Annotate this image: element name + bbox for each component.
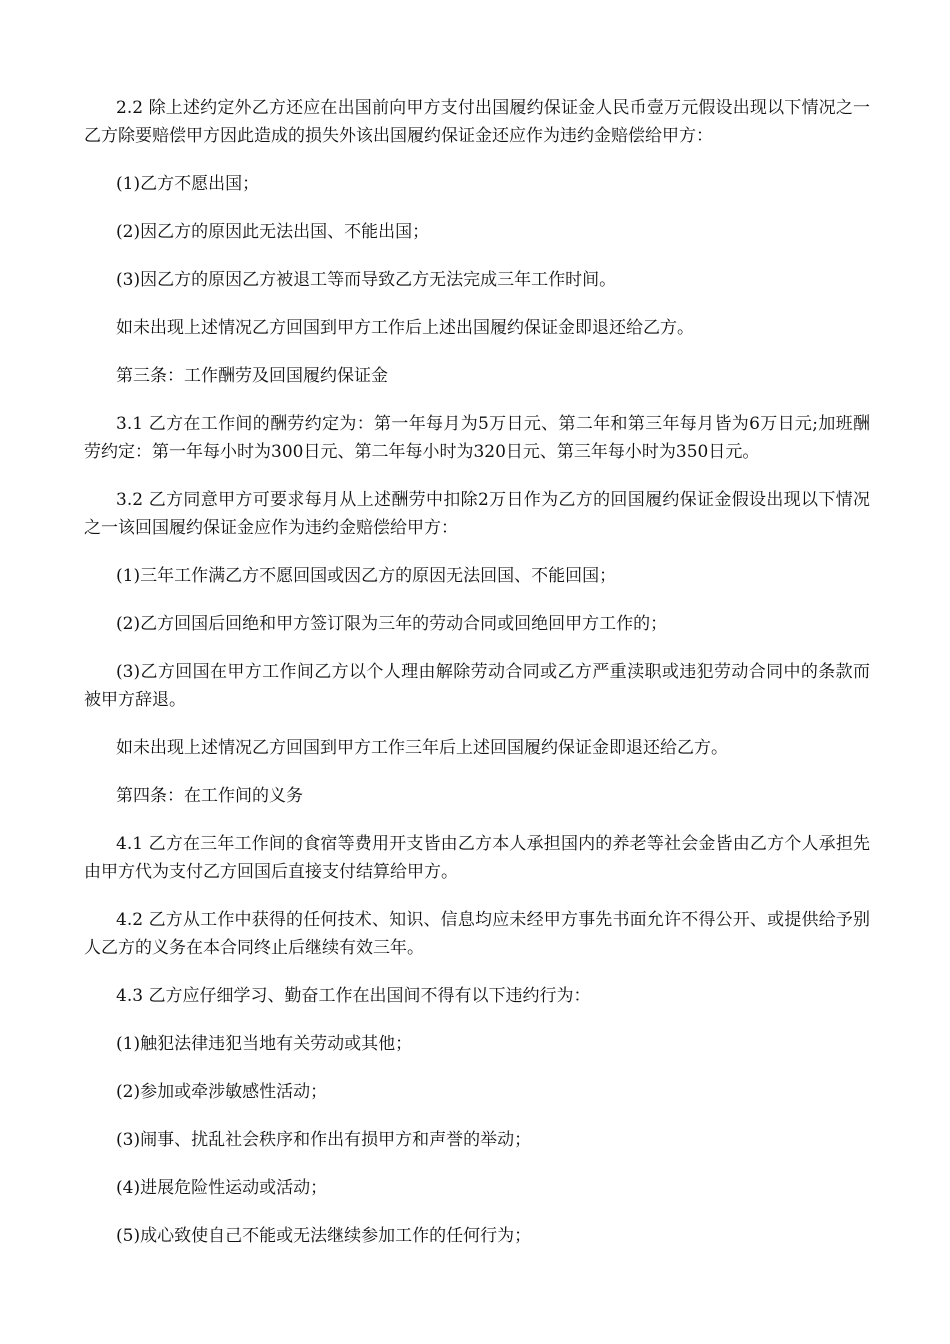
article-3-heading: 第三条：工作酬劳及回国履约保证金 (116, 366, 388, 386)
clause-4-3-item-4: (4)进展危险性运动或活动； (116, 1178, 328, 1198)
clause-3-2-item-2: (2)乙方回国后回绝和甲方签订限为三年的劳动合同或回绝回甲方工作的； (116, 614, 668, 634)
clause-4-3-item-1: (1)触犯法律违犯当地有关劳动或其他； (116, 1034, 413, 1054)
clause-3-1: 3.1 乙方在工作间的酬劳约定为：第一年每月为5万日元、第二年和第三年每月皆为6万日元;加班酬劳约定：第一年每小时为300日元、第二年每小时为320日元、第三年每小时为350日元。 (84, 414, 870, 462)
article-4-heading: 第四条：在工作间的义务 (116, 786, 303, 806)
clause-4-3-item-2: (2)参加或牵涉敏感性活动； (116, 1082, 328, 1102)
clause-4-3-item-5: (5)成心致使自己不能或无法继续参加工作的任何行为； (116, 1226, 532, 1246)
clause-4-3: 4.3 乙方应仔细学习、勤奋工作在出国间不得有以下违约行为： (116, 986, 591, 1006)
clause-3-2-item-1: (1)三年工作满乙方不愿回国或因乙方的原因无法回国、不能回国； (116, 566, 617, 586)
clause-2-2-item-3: (3)因乙方的原因乙方被退工等而导致乙方无法完成三年工作时间。 (116, 270, 617, 290)
clause-3-2-refund: 如未出现上述情况乙方回国到甲方工作三年后上述回国履约保证金即退还给乙方。 (116, 738, 728, 758)
clause-4-2: 4.2 乙方从工作中获得的任何技术、知识、信息均应未经甲方事先书面允许不得公开、或提供给予别人乙方的义务在本合同终止后继续有效三年。 (84, 910, 870, 958)
clause-4-1: 4.1 乙方在三年工作间的食宿等费用开支皆由乙方本人承担国内的养老等社会金皆由乙方个人承担先由甲方代为支付乙方回国后直接支付结算给甲方。 (84, 834, 870, 882)
clause-2-2: 2.2 除上述约定外乙方还应在出国前向甲方支付出国履约保证金人民币壹万元假设出现以下情况之一乙方除要赔偿甲方因此造成的损失外该出国履约保证金还应作为违约金赔偿给甲方： (84, 98, 870, 146)
clause-2-2-item-2: (2)因乙方的原因此无法出国、不能出国； (116, 222, 430, 242)
clause-2-2-item-1: (1)乙方不愿出国； (116, 174, 260, 194)
clause-2-2-refund: 如未出现上述情况乙方回国到甲方工作后上述出国履约保证金即退还给乙方。 (116, 318, 694, 338)
clause-4-3-item-3: (3)闹事、扰乱社会秩序和作出有损甲方和声誉的举动； (116, 1130, 532, 1150)
clause-3-2: 3.2 乙方同意甲方可要求每月从上述酬劳中扣除2万日作为乙方的回国履约保证金假设出现以下情况之一该回国履约保证金应作为违约金赔偿给甲方： (84, 490, 870, 538)
clause-3-2-item-3: (3)乙方回国在甲方工作间乙方以个人理由解除劳动合同或乙方严重渎职或违犯劳动合同中的条款而被甲方辞退。 (84, 662, 870, 710)
